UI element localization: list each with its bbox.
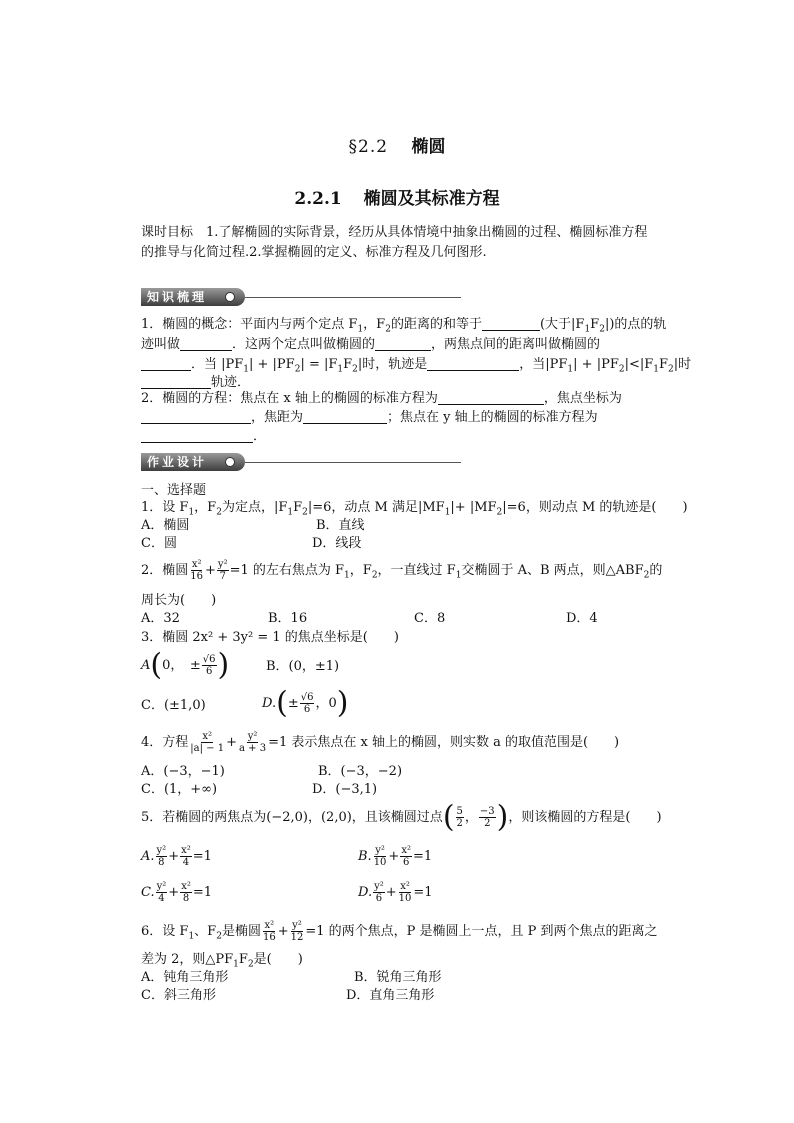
denominator: 6 [402, 857, 410, 868]
sub: 2 [668, 364, 674, 375]
text: ± [287, 696, 299, 711]
text: 2．椭圆的方程：焦点在 x 轴上的椭圆的标准方程为 [141, 391, 438, 406]
knowledge-1-line-2 [141, 336, 600, 354]
choice-section-title: 一、选择题 [141, 483, 207, 498]
sub: 2 [385, 324, 391, 335]
text: + [168, 849, 180, 864]
denominator: 10 [373, 857, 387, 868]
text: + [226, 735, 237, 750]
question-6-line-2 [141, 951, 303, 969]
knowledge-1-line-3 [141, 356, 691, 374]
question-3: 3．椭圆 2x² + 3y² = 1 的焦点坐标是( ) [141, 630, 399, 645]
sub: 1 [357, 324, 364, 335]
text: |)的点的轨 [604, 317, 667, 332]
fraction [202, 654, 217, 677]
sub: 1 [455, 570, 462, 581]
text: 的距离的和等于 [390, 317, 482, 332]
comma: ， [464, 810, 478, 825]
banner-dot-icon [225, 292, 235, 302]
text: ，焦点坐标为 [543, 391, 622, 406]
sub: 2 [599, 324, 605, 335]
text: 6．设 F [141, 924, 189, 939]
text: |时 [673, 357, 692, 372]
text: 5．若椭圆的两焦点为(−2,0)，(2,0)，且该椭圆过点 [141, 810, 443, 825]
fraction [400, 845, 412, 868]
section-name: 椭圆 [411, 137, 446, 157]
sub: 1 [233, 959, 239, 970]
answer-blank[interactable] [482, 316, 540, 331]
text: ，则该椭圆的方程是( ) [508, 810, 662, 825]
text: F [238, 952, 248, 967]
q1-option-d[interactable]: D．线段 [312, 536, 362, 551]
fraction [180, 881, 192, 904]
sub: 1 [337, 364, 344, 375]
fraction [238, 731, 267, 754]
q3-option-a[interactable] [141, 648, 229, 684]
fraction [456, 806, 464, 829]
q2-option-d[interactable]: D．4 [566, 611, 598, 626]
denominator: 16 [262, 932, 276, 943]
text: 1．椭圆的概念：平面内与两个定点 F [141, 317, 358, 332]
sub: 2 [371, 570, 378, 581]
text: 1．设 F [141, 500, 189, 515]
knowledge-2-line-2 [141, 409, 598, 427]
q1-option-b[interactable]: B．直线 [316, 518, 365, 533]
fraction [479, 806, 496, 829]
q4-option-b[interactable]: B．(−3，−2) [318, 764, 403, 779]
text: 的 [649, 563, 663, 578]
q5-option-a[interactable] [141, 842, 212, 872]
banner-dot-icon [225, 457, 235, 467]
text: ．这两个定点叫做椭圆的 [232, 337, 376, 352]
text: F [590, 317, 600, 332]
text: A [141, 658, 151, 673]
denominator: 2 [484, 818, 491, 829]
text: + [205, 563, 216, 578]
text: 4．方程 [141, 735, 189, 750]
text: + [277, 924, 289, 939]
q5-option-b[interactable] [358, 842, 432, 872]
fraction [398, 881, 413, 904]
numerator: x² [181, 845, 191, 856]
answer-blank[interactable] [141, 409, 251, 424]
knowledge-1-line-1 [141, 316, 666, 334]
fraction [180, 845, 192, 868]
subsection-name: 椭圆及其标准方程 [363, 189, 500, 209]
question-2 [141, 556, 662, 586]
numerator: 5 [456, 806, 463, 817]
text: ，F [363, 317, 386, 332]
answer-blank[interactable] [141, 356, 191, 371]
text: 差为 2，则△PF [141, 952, 234, 967]
q3-option-b[interactable]: B．(0，±1) [266, 659, 340, 674]
numerator: x² [191, 559, 202, 570]
fraction [373, 881, 385, 904]
paren-left: ( [276, 685, 288, 721]
numerator: x² [181, 881, 191, 892]
answer-blank[interactable] [180, 336, 232, 351]
denominator: 2 [456, 818, 463, 829]
denominator: a + 3 [239, 743, 267, 754]
numerator: y² [375, 845, 385, 856]
fraction [156, 881, 168, 904]
q1-option-c[interactable]: C．圆 [141, 536, 177, 551]
knowledge-2-line-3 [141, 428, 266, 446]
text: + [385, 885, 397, 900]
q3-option-c[interactable]: C．(±1,0) [141, 698, 206, 713]
sub: 2 [247, 959, 254, 970]
fraction [300, 692, 315, 715]
subsection-number: 2.2.1 [294, 189, 342, 209]
question-6 [141, 917, 658, 947]
answer-blank[interactable] [141, 374, 211, 389]
q1-option-a[interactable]: A．椭圆 [141, 518, 190, 533]
numerator: y² [247, 731, 258, 742]
fraction [290, 920, 305, 943]
subsection-title [0, 184, 794, 209]
answer-blank[interactable] [141, 428, 253, 443]
sub: 2 [294, 364, 301, 375]
fraction [217, 559, 229, 582]
fraction [373, 845, 388, 868]
question-2-line-2: 周长为( ) [141, 593, 217, 608]
text: D. [358, 885, 373, 900]
text: =1 [412, 849, 433, 864]
knowledge-banner-label: 知识梳理 [141, 288, 245, 306]
answer-blank[interactable] [427, 356, 519, 371]
text: A. [141, 849, 155, 864]
text: 为定点，|F [221, 500, 288, 515]
q5-option-d[interactable] [358, 878, 433, 908]
text: =1 的左右焦点为 F [229, 563, 345, 578]
objectives-line-2: 的推导与化简过程.2.掌握椭圆的定义、标准方程及几何图形. [141, 245, 487, 260]
q6-option-d[interactable]: D．直角三角形 [346, 988, 435, 1003]
denominator: 4 [182, 857, 190, 868]
text: | + |PF [249, 357, 295, 372]
text: F [659, 357, 669, 372]
paren-left: ( [150, 647, 163, 683]
numerator: −3 [479, 806, 495, 817]
text: |=6，动点 M 满足|MF [307, 500, 445, 515]
text: ． [253, 429, 267, 444]
sub: 2 [216, 507, 222, 518]
q4-option-c[interactable]: C．(1，+∞) [141, 782, 218, 797]
numerator: y² [156, 845, 167, 856]
answer-blank[interactable] [438, 390, 544, 405]
text: ，当|PF [519, 357, 568, 372]
numerator: √6 [202, 654, 216, 665]
text: + [388, 849, 400, 864]
knowledge-2-line-1 [141, 390, 622, 408]
text: F [343, 357, 353, 372]
sub: 1 [344, 570, 350, 581]
q2-option-b[interactable]: B．16 [268, 611, 308, 626]
text: | + |PF [573, 357, 619, 372]
sub: 2 [302, 507, 308, 518]
text: B. [358, 849, 372, 864]
numerator: √6 [300, 692, 314, 703]
denominator: 8 [158, 857, 165, 868]
numerator: y² [374, 881, 384, 892]
text: D. [262, 696, 277, 711]
text: ，0 [315, 696, 337, 711]
banner-rule [245, 297, 461, 298]
fraction [189, 559, 204, 582]
numerator: x² [202, 731, 213, 742]
text: ，焦距为 [251, 410, 304, 425]
denominator: 6 [303, 704, 311, 715]
homework-banner-label: 作业设计 [141, 453, 245, 471]
fraction [156, 845, 168, 868]
text: F [293, 500, 303, 515]
denominator: 6 [205, 666, 213, 677]
paren-right: ) [217, 647, 230, 683]
text: ．当 |PF [191, 357, 244, 372]
q4-option-d[interactable]: D．(−3,1) [312, 782, 378, 797]
numerator: x² [400, 881, 410, 892]
section-number: §2.2 [348, 137, 389, 157]
question-1 [141, 499, 688, 517]
text: ，两焦点间的距离叫做椭圆的 [431, 337, 601, 352]
answer-blank[interactable] [303, 409, 387, 424]
sub: 1 [444, 507, 451, 518]
fraction [262, 920, 277, 943]
fraction [189, 731, 225, 754]
paren-right: ) [336, 685, 349, 721]
text: |时，轨迹是 [357, 357, 428, 372]
q4-option-a[interactable]: A．(−3，−1) [141, 764, 225, 779]
text: (大于|F [539, 317, 585, 332]
sub: 1 [653, 364, 659, 375]
question-5 [141, 800, 662, 836]
text: =1 的两个焦点，P 是椭圆上一点，且 P 到两个焦点的距离之 [305, 924, 658, 939]
text: ；焦点在 y 轴上的椭圆的标准方程为 [387, 410, 598, 425]
text: |+ |MF [450, 500, 497, 515]
q6-option-a[interactable]: A．钝角三角形 [141, 970, 229, 985]
question-4 [141, 728, 619, 758]
denominator: 4 [158, 893, 165, 904]
text: | = |F [300, 357, 338, 372]
text: C. [141, 885, 155, 900]
text: =1 [413, 885, 433, 900]
denominator: |a| − 1 [190, 743, 225, 754]
sub: 2 [216, 931, 222, 942]
numerator: x² [264, 920, 275, 931]
numerator: y² [292, 920, 302, 931]
denominator: 10 [398, 893, 412, 904]
text: ，F [349, 563, 372, 578]
text: 2．椭圆 [141, 563, 189, 578]
text: |<|F [624, 357, 654, 372]
q2-option-a[interactable]: A．32 [141, 611, 180, 626]
text: + [168, 885, 180, 900]
denominator: 7 [219, 571, 226, 582]
text: 、F [194, 924, 217, 939]
text: |=6，则动点 M 的轨迹是( ) [502, 500, 688, 515]
sub: 1 [243, 364, 250, 375]
denominator: 16 [190, 571, 204, 582]
q6-option-b[interactable]: B．锐角三角形 [354, 970, 442, 985]
denominator: 6 [375, 893, 383, 904]
sub: 1 [567, 364, 574, 375]
paren-right: ) [496, 799, 509, 835]
text: ，一直线过 F [377, 563, 456, 578]
text: 是( ) [253, 952, 303, 967]
numerator: y² [156, 881, 167, 892]
sub: 2 [643, 570, 650, 581]
denominator: 8 [182, 893, 190, 904]
text: 迹叫做 [141, 337, 181, 352]
sub: 1 [188, 507, 195, 518]
answer-blank[interactable] [375, 336, 431, 351]
text: =1 表示焦点在 x 轴上的椭圆，则实数 a 的取值范围是( ) [268, 735, 620, 750]
sub: 2 [352, 364, 358, 375]
sub: 1 [584, 324, 591, 335]
banner-rule [245, 462, 461, 463]
text: 轨迹． [211, 375, 251, 390]
denominator: 12 [290, 932, 304, 943]
text: ，F [194, 500, 217, 515]
sub: 2 [496, 507, 503, 518]
text: 是椭圆 [221, 924, 261, 939]
objectives-line-1: 课时目标 1.了解椭圆的实际背景，经历从具体情境中抽象出椭圆的过程、椭圆标准方程 [141, 225, 648, 240]
text: =1 [192, 849, 212, 864]
q5-option-c[interactable] [141, 878, 212, 908]
numerator: x² [401, 845, 411, 856]
text: =1 [192, 885, 213, 900]
q3-option-d[interactable] [262, 686, 348, 722]
q2-option-c[interactable]: C．8 [414, 611, 446, 626]
section-title [0, 132, 794, 157]
paren-left: ( [442, 799, 455, 835]
text: 0， ± [162, 658, 201, 673]
sub: 1 [287, 507, 294, 518]
numerator: y² [217, 559, 228, 570]
sub: 2 [618, 364, 625, 375]
q6-option-c[interactable]: C．斜三角形 [141, 988, 216, 1003]
text: 交椭圆于 A、B 两点，则△ABF [461, 563, 644, 578]
sub: 1 [188, 931, 195, 942]
